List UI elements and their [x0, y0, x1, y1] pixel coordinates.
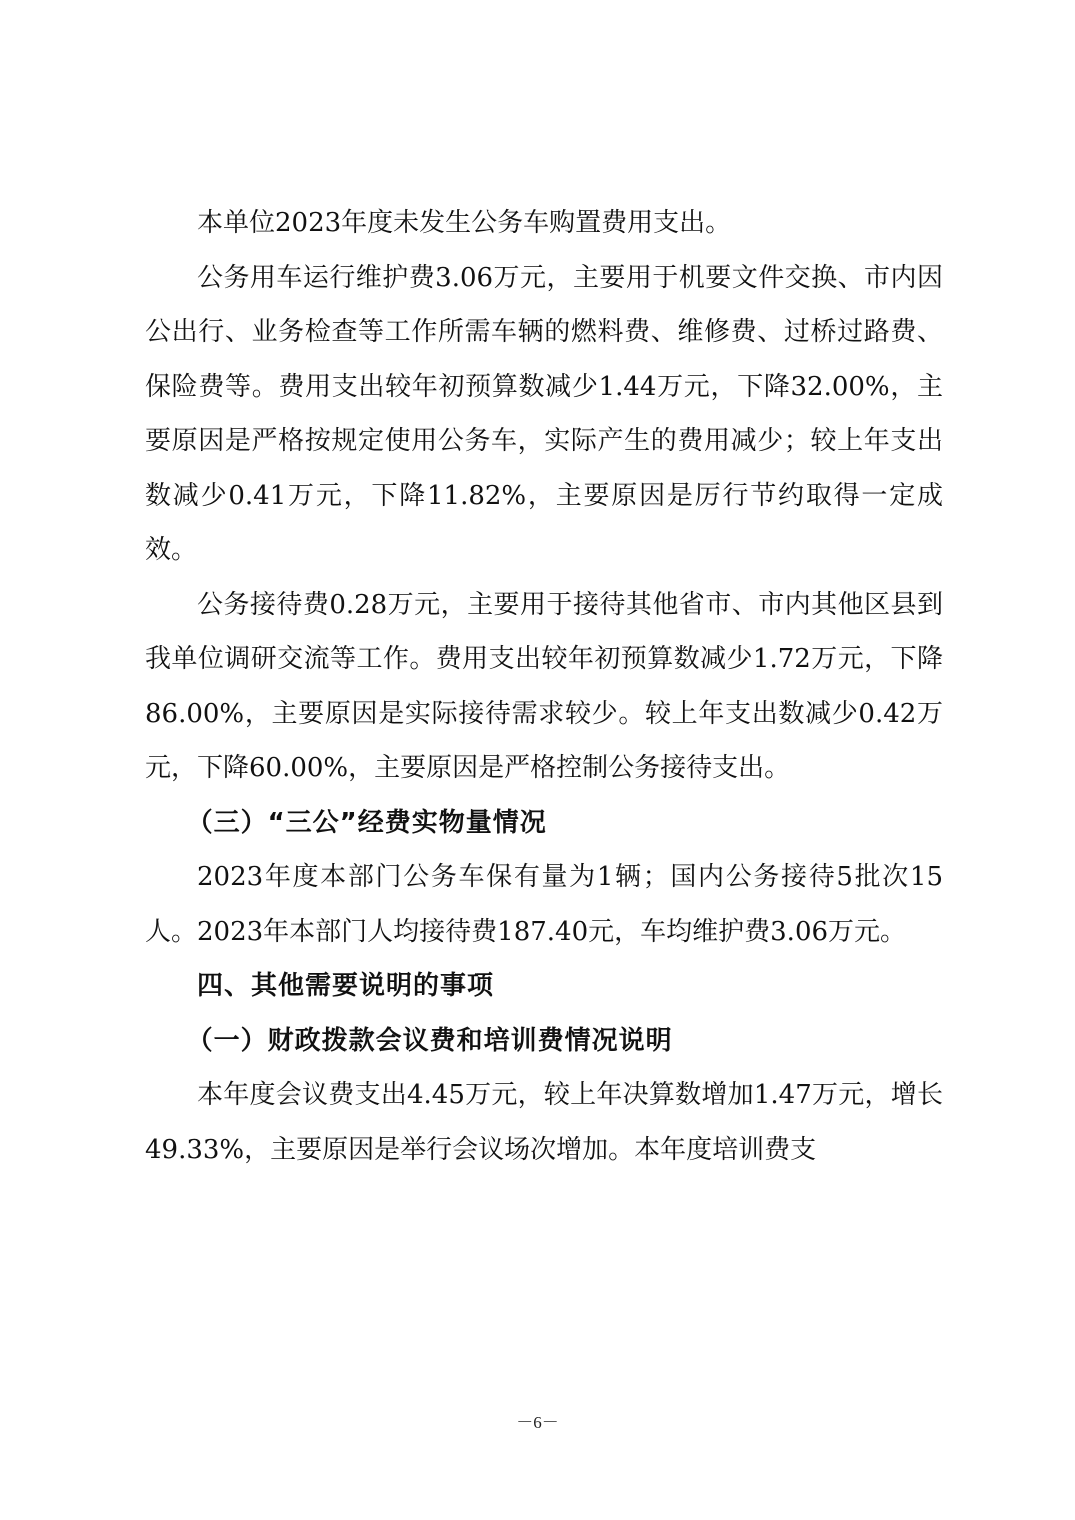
heading-other-matters: 四、其他需要说明的事项: [197, 971, 495, 1001]
subheading-meeting-training: （一）财政拨款会议费和培训费情况说明: [186, 1025, 673, 1056]
paragraph-vehicle-purchase: 本单位2023年度未发生公务车购置费用支出。: [197, 208, 732, 238]
subheading-physical-quantity: （三）“三公”经费实物量情况: [186, 807, 547, 838]
paragraph-vehicle-maintenance: 公务用车运行维护费3.06万元，主要用于机要文件交换、市内因公出行、业务检查等工作所需车辆的燃料费、维修费、过桥过路费、保险费等。费用支出较年初预算数减少1.44万元，下降32.00%，主要原因是严格按规定使用公务车，实际产生的费用减少；较上年支出数减少0.41万元，下降11.82%，主要原因是厉行节约取得一定成效。: [145, 262, 943, 565]
paragraph-reception-expense: 公务接待费0.28万元，主要用于接待其他省市、市内其他区县到我单位调研交流等工作。费用支出较年初预算数减少1.72万元，下降86.00%，主要原因是实际接待需求较少。较上年支出数减少0.42万元，下降60.00%，主要原因是严格控制公务接待支出。: [145, 589, 943, 783]
paragraph-meeting-training: 本年度会议费支出4.45万元，较上年决算数增加1.47万元，增长49.33%，主要原因是举行会议场次增加。本年度培训费支: [145, 1080, 943, 1165]
document-body: [145, 196, 943, 1177]
page-number: －6－: [516, 1413, 559, 1432]
paragraph-physical-quantity: 2023年度本部门公务车保有量为1辆；国内公务接待5批次15人。2023年本部门人均接待费187.40元，车均维护费3.06万元。: [145, 862, 943, 947]
